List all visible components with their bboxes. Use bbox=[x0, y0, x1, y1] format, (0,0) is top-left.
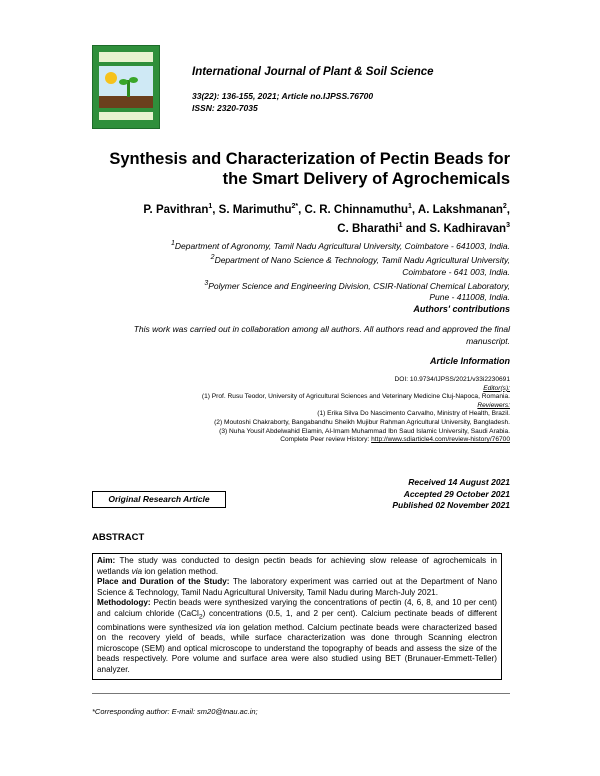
leaf-icon bbox=[129, 77, 138, 83]
history-label: Complete Peer review History: bbox=[280, 436, 372, 444]
paper-title bbox=[90, 149, 510, 189]
method-text-3: ion gelation method. Calcium pectinate beads were characterized based on the recovery yield of beads, while surface characterization was done through Scanning electron microscope (SEM) and optical microscope to understand the topography of beads and assess the size of the beads respectively. Pore volume and surface area were also studied using BET (Brunauer-Emmett-Teller) analyzer. bbox=[97, 622, 497, 674]
author-name: S. Kadhiravan bbox=[429, 222, 507, 235]
aim-via: via bbox=[131, 566, 143, 576]
affiliation-1 bbox=[90, 238, 510, 252]
separator: , bbox=[411, 203, 418, 216]
issn-line: ISSN: 2320-7035 bbox=[192, 103, 258, 113]
author-sup: 3 bbox=[506, 221, 510, 229]
author-name: P. Pavithran bbox=[143, 203, 209, 216]
place-label: Place and Duration of the Study: bbox=[97, 577, 230, 586]
cover-footer-band bbox=[99, 112, 153, 120]
affiliation-2-cont: Coimbatore - 641 003, India. bbox=[402, 266, 510, 277]
reviewer-1: (1) Erika Silva Do Nascimento Carvalho, Ministry of Health, Brazil. bbox=[317, 410, 510, 418]
title-line-1: Synthesis and Characterization of Pectin Beads for bbox=[109, 150, 510, 168]
editor-label: Editor(s): bbox=[483, 384, 510, 392]
affiliation-2 bbox=[90, 252, 510, 266]
doi[interactable]: DOI: 10.9734/IJPSS/2021/v33i2230691 bbox=[394, 376, 510, 383]
published-date: Published 02 November 2021 bbox=[392, 500, 510, 510]
method-text-2: ) concentrations (0.5, 1, and 2 per cent). Calcium pectinate beads of different combinations were synthesized bbox=[97, 608, 497, 632]
abstract-place bbox=[97, 577, 497, 598]
separator: and bbox=[402, 222, 430, 235]
aim-end: ion gelation method. bbox=[142, 566, 219, 576]
author-name: S. Marimuthu bbox=[218, 203, 292, 216]
aff-sup: 1 bbox=[170, 240, 175, 247]
separator: , bbox=[506, 203, 510, 216]
reviewers-label: Reviewers: bbox=[477, 401, 510, 409]
contributions-line-1: This work was carried out in collaboration among all authors. All authors read and approved the final bbox=[133, 324, 510, 334]
journal-name: International Journal of Plant & Soil Science bbox=[192, 66, 434, 78]
leaf-icon bbox=[119, 79, 128, 85]
author-list bbox=[90, 199, 510, 237]
method-label: Methodology: bbox=[97, 598, 151, 607]
abstract-box bbox=[92, 553, 502, 680]
editor: (1) Prof. Rusu Teodor, University of Agricultural Sciences and Veterinary Medicine Cluj-Napoca, Romania. bbox=[201, 393, 510, 401]
review-history bbox=[80, 436, 510, 445]
aff-text: Department of Nano Science & Technology, Tamil Nadu Agricultural University, bbox=[214, 255, 510, 266]
aff-sup: 3 bbox=[204, 280, 209, 288]
publication-dates bbox=[392, 477, 510, 512]
title-line-2: the Smart Delivery of Agrochemicals bbox=[222, 170, 510, 188]
method-via: via bbox=[215, 622, 226, 632]
abstract-aim bbox=[97, 556, 497, 577]
reviewer-3: (3) Nuha Yousif Abdelwahid Elamin, Al-Imam Muhammad Ibn Saud Islamic University, Saudi Arabia. bbox=[219, 427, 510, 435]
accepted-date: Accepted 29 October 2021 bbox=[403, 488, 510, 499]
author-sup: 1 bbox=[398, 221, 403, 229]
author-line-1 bbox=[90, 199, 510, 218]
affiliation-3 bbox=[90, 278, 510, 292]
reviewer-2: (2) Moutoshi Chakraborty, Bangabandhu Sheikh Mujibur Rahman Agricultural University, Bangladesh. bbox=[214, 418, 510, 426]
aff-sup: 2 bbox=[210, 254, 215, 262]
cover-title-band bbox=[99, 52, 153, 62]
abstract-methodology bbox=[97, 598, 497, 675]
cover-soil bbox=[99, 96, 153, 108]
affiliation-3-cont: Pune - 411008, India. bbox=[429, 292, 510, 303]
received-date: Received 14 August 2021 bbox=[408, 477, 510, 487]
author-sup: 2 bbox=[502, 203, 507, 210]
method-text-1: Pectin beads were synthesized varying the concentrations of pectin (4, 6, 8, and 10 per cent) and calcium chloride (CaCl bbox=[97, 598, 497, 618]
method-sub: 2 bbox=[198, 613, 203, 621]
separator: , bbox=[298, 203, 305, 216]
contributions-heading: Authors' contributions bbox=[413, 304, 510, 314]
abstract-heading: ABSTRACT bbox=[92, 532, 145, 543]
corresponding-author-footnote: *Corresponding author: E-mail: sm20@tnau.ac.in; bbox=[92, 707, 258, 716]
aim-text: The study was conducted to design pectin beads for achieving slow release of agrochemicals in wetlands bbox=[97, 556, 497, 576]
aim-label: Aim: bbox=[97, 556, 116, 565]
review-history-link[interactable]: http://www.sdiarticle4.com/review-history/76700 bbox=[371, 436, 510, 444]
article-info-block bbox=[80, 376, 510, 445]
aff-text: Department of Agronomy, Tamil Nadu Agricultural University, Coimbatore - 641003, India. bbox=[174, 240, 510, 251]
separator: , bbox=[212, 203, 219, 216]
contributions-line-2: manuscript. bbox=[466, 335, 510, 346]
author-sup: 1 bbox=[208, 203, 213, 210]
contributions-text bbox=[90, 324, 510, 347]
sun-icon bbox=[105, 72, 117, 84]
article-type-badge: Original Research Article bbox=[92, 491, 226, 508]
journal-cover-image bbox=[92, 45, 160, 129]
author-name: C. R. Chinnamuthu bbox=[304, 203, 409, 216]
place-text: The laboratory experiment was carried out at the Department of Nano Science & Technology, Tamil Nadu Agricultural University, Tamil Nadu during March-July 2021. bbox=[97, 577, 498, 597]
author-sup: 1 bbox=[408, 203, 412, 210]
author-name: A. Lakshmanan bbox=[417, 203, 503, 216]
volume-line: 33(22): 136-155, 2021; Article no.IJPSS.76700 bbox=[192, 91, 374, 101]
affiliations bbox=[90, 238, 510, 304]
author-line-2 bbox=[90, 218, 510, 237]
footnote-divider bbox=[92, 693, 510, 694]
aff-text: Polymer Science and Engineering Division, CSIR-National Chemical Laboratory, bbox=[208, 280, 510, 291]
article-info-heading: Article Information bbox=[429, 356, 510, 366]
author-name: C. Bharathi bbox=[337, 222, 399, 235]
author-sup: 2* bbox=[291, 203, 299, 210]
